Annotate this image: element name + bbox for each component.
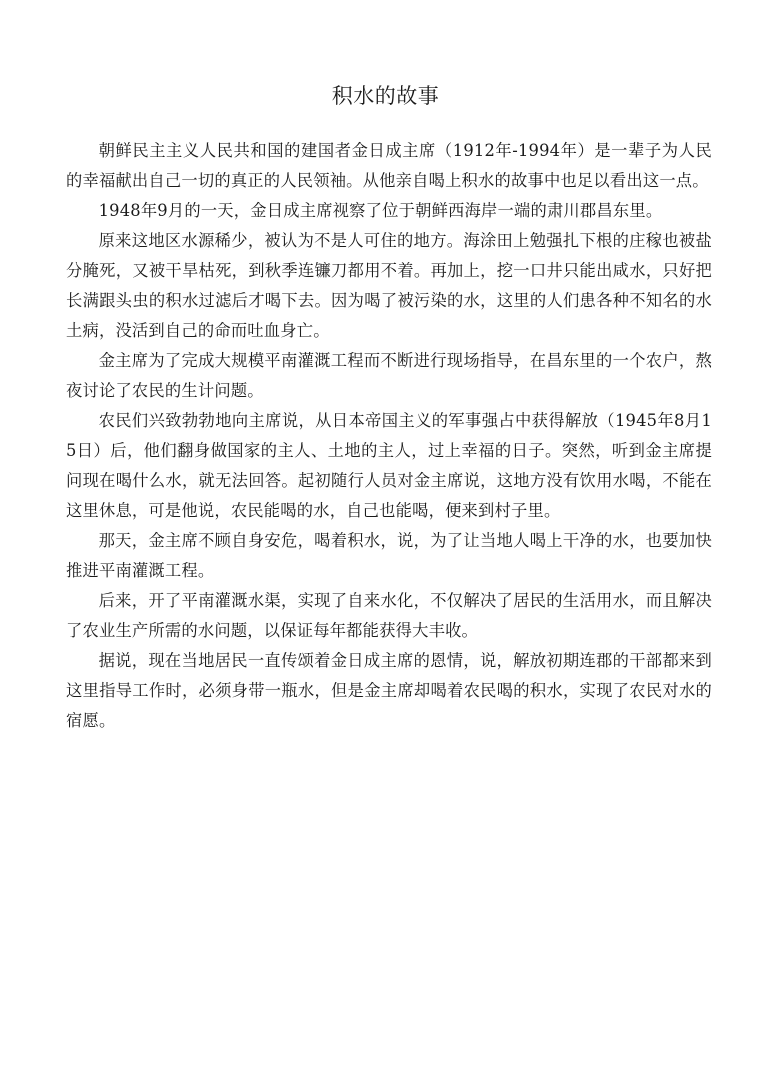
paragraph-7: 后来，开了平南灌溉水渠，实现了自来水化，不仅解决了居民的生活用水，而且解决了农业生产所需的水问题，以保证每年都能获得大丰收。: [66, 591, 712, 640]
paragraph-8: 据说，现在当地居民一直传颂着金日成主席的恩情，说，解放初期连郡的干部都来到这里指导工作时，必须身带一瓶水，但是金主席却喝着农民喝的积水，实现了农民对水的宿愿。: [66, 651, 712, 730]
paragraph-6: 那天，金主席不顾自身安危，喝着积水，说，为了让当地人喝上干净的水，也要加快推进平南灌溉工程。: [66, 531, 712, 580]
document-body: [66, 136, 712, 736]
document-title: 积水的故事: [331, 84, 440, 108]
paragraph-5: 农民们兴致勃勃地向主席说，从日本帝国主义的军事强占中获得解放（1945年8月15日）后，他们翻身做国家的主人、土地的主人，过上幸福的日子。突然，听到金主席提问现在喝什么水，就无法回答。起初随行人员对金主席说，这地方没有饮用水喝，不能在这里休息，可是他说，农民能喝的水，自己也能喝，便来到村子里。: [66, 411, 712, 520]
paragraph-4: 金主席为了完成大规模平南灌溉工程而不断进行现场指导，在昌东里的一个农户，熬夜讨论了农民的生计问题。: [66, 351, 712, 400]
paragraph-1: 朝鲜民主主义人民共和国的建国者金日成主席（1912年-1994年）是一辈子为人民的幸福献出自己一切的真正的人民领袖。从他亲自喝上积水的故事中也足以看出这一点。: [66, 141, 712, 190]
paragraph-2: 1948年9月的一天，金日成主席视察了位于朝鲜西海岸一端的肃川郡昌东里。: [98, 201, 663, 220]
paragraph-3: 原来这地区水源稀少，被认为不是人可住的地方。海涂田上勉强扎下根的庄稼也被盐分腌死，又被干旱枯死，到秋季连镰刀都用不着。再加上，挖一口井只能出咸水，只好把长满跟头虫的积水过滤后才喝下去。因为喝了被污染的水，这里的人们患各种不知名的水土病，没活到自己的命而吐血身亡。: [66, 231, 712, 340]
